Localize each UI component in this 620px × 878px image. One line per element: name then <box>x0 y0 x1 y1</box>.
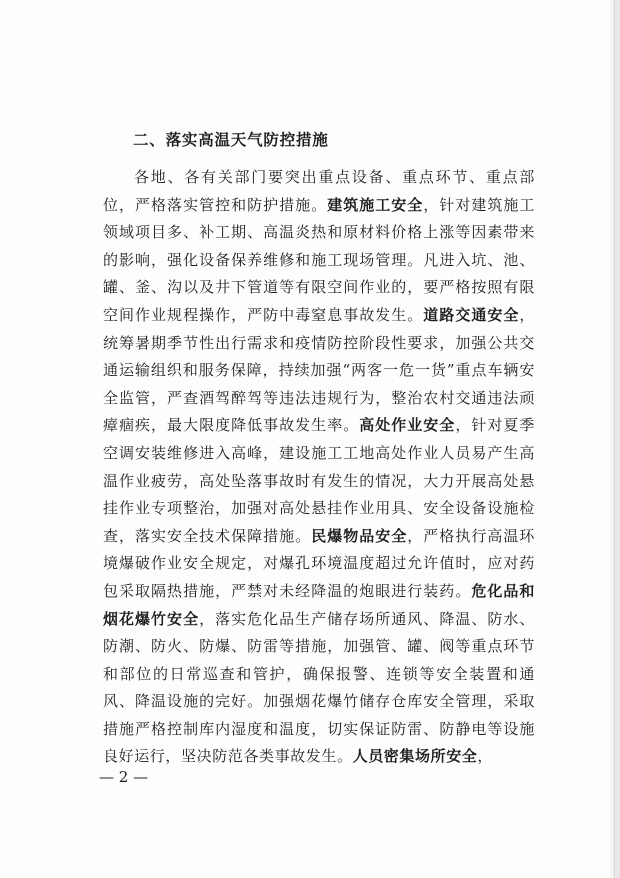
keyword-heading: 人员密集场所安全 <box>352 747 478 766</box>
paragraph-text: ，严格执行高温环境爆破作业安全规定，对爆孔环境温度超过允许值时，应对药包采取隔热措施，严禁对未经降温的炮眼进行装药。 <box>103 526 535 600</box>
paragraph-text: ，针对建筑施工领域项目多、补工期、高温炎热和原材料价格上涨等因素带来的影响，强化设备保养维修和施工现场管理。凡进入坑、池、罐、釜、沟以及井下管道等有限空间作业的，要严格按照有限空间作业规程操作，严防中毒窒息事故发生。 <box>103 195 536 324</box>
paragraph-text: 各地、各有关部门要突出重点设备、重点环节、重点部位，严格落实管控和防护措施。 <box>103 168 535 214</box>
paragraph-text: ，针对夏季空调安装维修进入高峰，建设施工工地高处作业人员易产生高温作业疲劳，高处坠落事故时有发生的情况，大力开展高处悬挂作业专项整治，加强对高处悬挂作业用具、安全设备设施检查，落实安全技术保障措施。 <box>103 416 535 545</box>
page-number: — 2 — <box>99 768 149 786</box>
section-heading: 二、落实高温天气防控措施 <box>133 131 329 149</box>
keyword-heading: 建筑施工安全 <box>327 195 424 214</box>
paragraph-text: ， <box>477 747 494 766</box>
keyword-heading: 危化品和烟花爆竹安全 <box>103 581 535 628</box>
keyword-heading: 道路交通安全 <box>423 305 520 324</box>
body-paragraph <box>103 164 535 771</box>
paragraph-text: ，落实危化品生产储存场所通风、降温、防水、防潮、防火、防爆、防雷等措施，加强管、罐、阀等重点环节和部位的日常巡查和管护，确保报警、连锁等安全装置和通风、降温设施的完好。加强烟花爆竹储存仓库安全管理，采取措施严格控制库内湿度和温度，切实保证防雷、防静电等设施良好运行，坚决防范各类事故发生。 <box>103 609 535 766</box>
keyword-heading: 高处作业安全 <box>359 416 456 435</box>
paragraph-text: ，统筹暑期季节性出行需求和疫情防控阶段性要求，加强公共交通运输组织和服务保障，持续加强“两客一危一货”重点车辆安全监管，严查酒驾醉驾等违法违规行为，整治农村交通违法顽瘴痼疾，最大限度降低事故发生率。 <box>103 305 535 435</box>
keyword-heading: 民爆物品安全 <box>311 526 408 545</box>
